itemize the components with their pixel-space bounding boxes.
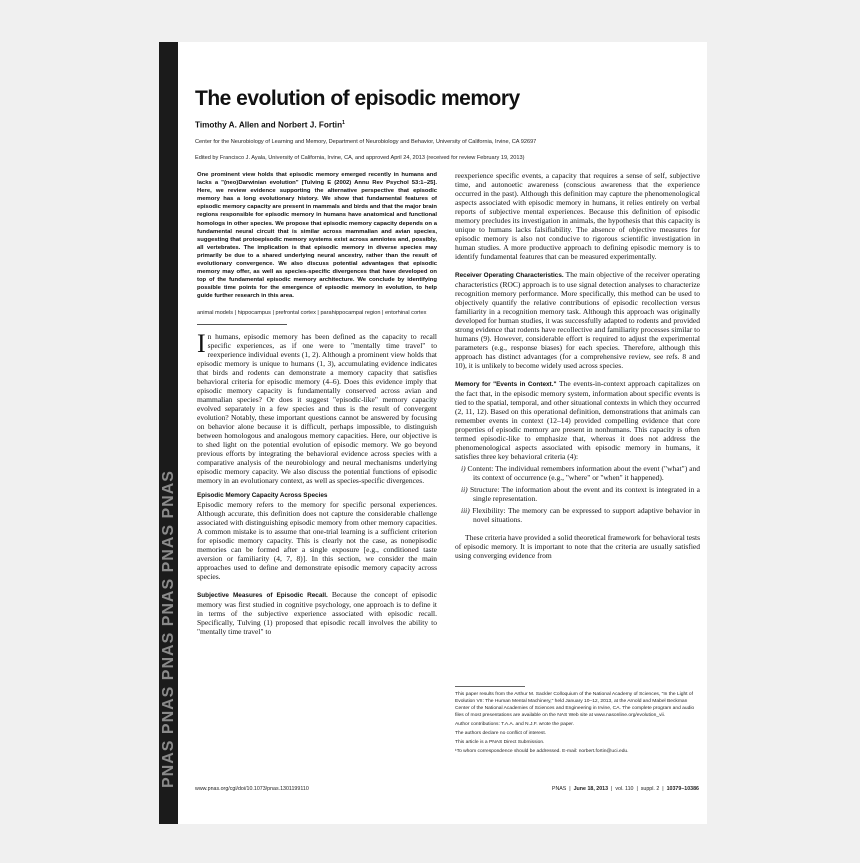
footnote-item: This article is a PNAS Direct Submission. xyxy=(455,740,545,745)
intro-text: n humans, episodic memory has been defined as the capacity to recall specific experiences, as if one were to "mentally time travel" to reexperience individual events (1, 2). Although a prominent view holds that episodic memory is unique to humans (1, 3), accumulating evidence indicates that birds and rodents can demonstrate a memory capacity that satisfies behavioral criteria for episodic memory (4–6). Does this evidence imply that episodic memory capacity is fundamentally conserved across avian and mammalian species? Or does it suggest "episodic-like" memory capacity evolved separately in a few species and thus is the result of convergent evolution? Notably, these important questions cannot be answered by focusing on behavior alone because it is difficult, perhaps impossible, to distinguish between homologous and analogous memory capacities. Here, our objective is to shed light on the potential evolution of episodic memory. We go beyond previous efforts by integrating the behavioral evidence across species with a comparative analysis of the neurobiology and neural mechanisms underlying episodic memory capacity. We also discuss the potential functions of episodic memory in an evolutionary context, as well as species-specific divergences. xyxy=(197,331,437,485)
continued-paragraph: reexperience specific events, a capacity that requires a sense of self, subjective time, and autonoetic awareness (conscious awareness that the experience occurred in the past). Although this definition may capture the phenomenological aspects associated with episodic memory in humans, it relies entirely on verbal reports of subjective mental experiences. Because this definition of episodic memory precludes its investigation in animals, the hypothesis that this capacity is unique to humans lacks falsifiability. The absence of objective measures for episodic memory is also not conducive to rigorous scientific investigation in human studies. A more productive approach to defining episodic memory is to identify fundamental features that can be measured experimentally. xyxy=(455,171,700,261)
subjective-text: Because the concept of episodic memory was first studied in cognitive psychology, one approach is to define it in terms of the subjective experience associated with episodic recall. Specifically, Tulving (1) proposed that episodic recall involves the ability to "mentally time travel" to xyxy=(197,589,437,636)
doi-url: www.pnas.org/cgi/doi/10.1073/pnas.1301199110 xyxy=(195,786,309,792)
footer-date: June 18, 2013 xyxy=(573,786,609,792)
footnote-item: ¹To whom correspondence should be addressed. E-mail: norbert.fortin@uci.edu. xyxy=(455,749,629,754)
roc-paragraph xyxy=(455,270,700,370)
footer-journal: PNAS xyxy=(551,786,567,792)
author-superscript: 1 xyxy=(342,120,345,126)
events-text: The events-in-context approach capitalizes on the fact that, in the episodic memory system, information about specific events is tied to the spatial, temporal, and other situational contexts in which they occurred (2, 11, 12). Based on this operational definition, demonstrations that animals can remember events in context (12–14) provided compelling evidence that core properties of episodic memory are present in nonhumans. This capacity is often termed episodic-like to emphasize that, whereas it does not address the phenomenological aspects associated with episodic memory in humans, it satisfies three key behavioral criteria (4): xyxy=(455,379,700,461)
keywords-rule xyxy=(197,324,287,325)
keywords: animal models | hippocampus | prefrontal cortex | parahippocampal region | entorhinal cortex xyxy=(197,309,427,316)
author-names: Timothy A. Allen and Norbert J. Fortin xyxy=(195,120,343,130)
run-in-heading: Subjective Measures of Episodic Recall. xyxy=(197,591,328,599)
edited-by: Edited by Francisco J. Ayala, University of California, Irvine, CA, and approved April 24, 2013 (received for review February 19, 2013) xyxy=(195,155,525,161)
run-in-heading: Memory for "Events in Context." xyxy=(455,381,557,388)
criterion-text: Content: The individual remembers information about the event ("what") and its context of occurrence (e.g., "where" or "when" it happened). xyxy=(467,464,701,482)
criterion-item xyxy=(455,464,700,482)
subjective-paragraph xyxy=(197,590,437,636)
criterion-item xyxy=(455,485,700,503)
footnote-item: Author contributions: T.A.A. and N.J.F. wrote the paper. xyxy=(455,722,574,727)
run-in-heading: Receiver Operating Characteristics. xyxy=(455,272,564,279)
criterion-number: ii) xyxy=(461,485,468,494)
footer-pages: 10379–10386 xyxy=(666,786,699,792)
abstract: One prominent view holds that episodic memory emerged recently in humans and lacks a "(neo)Darwinian evolution" [Tulving E (2002) Annu Rev Psychol 53:1–25]. Here, we review evidence supporting the alternative perspective that episodic memory has a long evolutionary history. We show that fundamental features of episodic memory capacity are present in mammals and birds and that the major brain regions responsible for episodic memory in humans have anatomical and functional homologs in other species. We propose that episodic memory capacity depends on a fundamental neural circuit that is similar across mammalian and avian species, suggesting that protoepisodic memory systems exist across amniotes and, possibly, all vertebrates. The implication is that episodic memory in diverse species may primarily be due to a shared underlying neural ancestry, rather than the result of evolutionary convergence. We also discuss potential advantages that episodic memory may offer, as well as species-specific divergences that have developed on top of the fundamental episodic memory architecture. We conclude by identifying possible time points for the emergence of episodic memory in evolution, to help guide further research in this area. xyxy=(197,172,437,300)
drop-cap: I xyxy=(197,328,206,358)
paper-page xyxy=(159,42,707,824)
sidebar-pnas-watermark: PNAS PNAS PNAS PNAS PNAS PNAS xyxy=(160,470,177,788)
events-paragraph xyxy=(455,379,700,461)
roc-text: The main objective of the receiver operating characteristics (ROC) approach is to use signal detection analyses to characterize recognition memory performance. More specifically, this method can be used to objectively quantify the relative contributions of episodic recollection versus familiarity in a recognition memory task. Although this approach was originally developed for human studies, it was successfully adapted to rodents and provided strong evidence that rodents have recollective and familiarity processes similar to humans (9). However, considerable effort is required to adjust the experimental parameters (e.g., response biases) for each species. Therefore, although this approach has distinct advantages (for a comprehensive review, see refs. 8 and 10), it is unlikely to become widely used across species. xyxy=(455,270,700,370)
footnote-item: The authors declare no conflict of interest. xyxy=(455,731,547,736)
intro-paragraph xyxy=(197,328,437,485)
criterion-number: iii) xyxy=(461,506,470,515)
criterion-number: i) xyxy=(461,464,466,473)
footnote-rule xyxy=(455,686,525,687)
author-line xyxy=(195,120,345,130)
section-paragraph: Episodic memory refers to the memory for specific personal experiences. Although accurate, this definition does not capture the considerable challenge associated with distinguishing episodic memory from other memory capacities. A common mistake is to assume that one-trial learning is a sufficient criterion for episodic memory capacity. This is clearly not the case, as nonepisodic memories can be formed after a single exposure [e.g., conditioned taste aversion or familiarity (4, 7, 8)]. In this section, we consider the main approaches used to define and demonstrate episodic memory capacity across species. xyxy=(197,499,437,581)
criterion-text: Flexibility: The memory can be expressed to support adaptive behavior in novel situations. xyxy=(472,506,701,524)
footnote-item: This paper results from the Arthur M. Sackler Colloquium of the National Academy of Sciences, "In the Light of Evolution VII: The Human Mental Machinery," held January 10–12, 2013, at the Arnold and Mabel Beckman Center of the National Academies of Sciences and Engineering in Irvine, CA. The complete program and audio files of most presentations are available on the NAS Web site at www.nasonline.org/evolution_vii. xyxy=(455,692,695,718)
affiliation: Center for the Neurobiology of Learning and Memory, Department of Neurobiology and Behavior, University of California, Irvine, CA 92697 xyxy=(195,139,537,145)
footer-volume: vol. 110 xyxy=(615,786,634,792)
footnotes xyxy=(455,686,700,757)
right-column xyxy=(455,171,700,560)
criterion-item xyxy=(455,506,700,524)
footer-suppl: suppl. 2 xyxy=(640,786,660,792)
paper-title: The evolution of episodic memory xyxy=(195,87,520,110)
left-column xyxy=(197,171,437,636)
journal-citation: PNAS | June 18, 2013 | vol. 110 | suppl. 2 | 10379–10386 xyxy=(551,786,699,792)
criterion-text: Structure: The information about the event and its context is integrated in a single representation. xyxy=(469,485,701,503)
criteria-followup: These criteria have provided a solid theoretical framework for behavioral tests of episodic memory. It is important to note that the criteria are usually satisfied using converging evidence from xyxy=(455,533,700,560)
section-heading: Episodic Memory Capacity Across Species xyxy=(197,491,328,499)
journal-sidebar xyxy=(159,42,178,824)
